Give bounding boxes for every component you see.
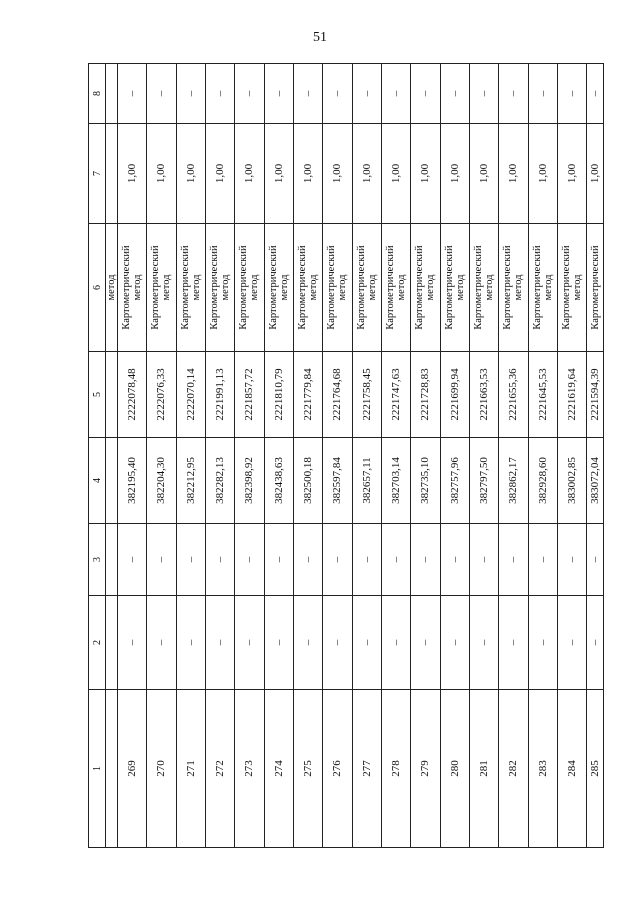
coordinate-y: 2221991,13: [205, 352, 234, 438]
accuracy-value: 1,00: [528, 124, 557, 224]
table-row: [587, 64, 604, 848]
method-cell: [264, 224, 293, 352]
method-text: Картометрический: [414, 245, 426, 330]
point-number: 273: [235, 690, 264, 848]
point-number: 282: [499, 690, 528, 848]
cell-col8: –: [381, 64, 410, 124]
column-header-1: 1: [89, 690, 106, 848]
cell-col3: –: [587, 524, 604, 596]
cell-col3: –: [235, 524, 264, 596]
coordinates-table: [88, 63, 604, 848]
coordinate-x: 382703,14: [381, 438, 410, 524]
continuation-row: [106, 64, 118, 848]
coordinate-x: 382757,96: [440, 438, 469, 524]
coordinate-y: 2221594,39: [587, 352, 604, 438]
cell-col2: –: [235, 596, 264, 690]
point-number: 270: [147, 690, 176, 848]
accuracy-value: 1,00: [235, 124, 264, 224]
point-number: 277: [352, 690, 381, 848]
cell-col8: –: [147, 64, 176, 124]
method-cell: [293, 224, 322, 352]
method-text: метод: [249, 274, 261, 301]
method-text: метод: [132, 274, 144, 301]
method-text: метод: [366, 274, 378, 301]
point-number: 279: [411, 690, 440, 848]
method-text: Картометрический: [561, 245, 573, 330]
cell-col3: –: [499, 524, 528, 596]
method-text: Картометрический: [267, 245, 279, 330]
point-number: 281: [469, 690, 498, 848]
method-cell: [352, 224, 381, 352]
method-text: метод: [161, 274, 173, 301]
coordinate-y: 2221728,83: [411, 352, 440, 438]
cell-col8: –: [352, 64, 381, 124]
point-number: 269: [118, 690, 147, 848]
method-text: Картометрический: [297, 245, 309, 330]
method-text: метод: [396, 274, 408, 301]
column-numbers-row: [89, 64, 106, 848]
cell-col3: –: [352, 524, 381, 596]
table-row: [411, 64, 440, 848]
method-cell: [469, 224, 498, 352]
point-number: 271: [176, 690, 205, 848]
table-header: [89, 64, 118, 848]
table-row: [381, 64, 410, 848]
table-row: [205, 64, 234, 848]
method-cell: [118, 224, 147, 352]
cell-col2: –: [293, 596, 322, 690]
method-text: Картометрический: [473, 245, 485, 330]
cell-col2: –: [205, 596, 234, 690]
method-text: метод: [308, 274, 320, 301]
accuracy-value: 1,00: [499, 124, 528, 224]
cell-col3: –: [528, 524, 557, 596]
coordinate-y: 2221619,64: [557, 352, 586, 438]
coordinate-x: 382398,92: [235, 438, 264, 524]
cell-col3: –: [293, 524, 322, 596]
cell-col3: –: [440, 524, 469, 596]
cell-col3: –: [557, 524, 586, 596]
method-text: Картометрический: [355, 245, 367, 330]
cell-col2: –: [264, 596, 293, 690]
coordinate-x: 382657,11: [352, 438, 381, 524]
method-text: метод: [542, 274, 554, 301]
method-cell: [557, 224, 586, 352]
accuracy-value: 1,00: [440, 124, 469, 224]
cell-col3: –: [411, 524, 440, 596]
accuracy-value: 1,00: [352, 124, 381, 224]
point-number: 278: [381, 690, 410, 848]
coordinate-x: 382282,13: [205, 438, 234, 524]
coordinate-y: 2221764,68: [323, 352, 352, 438]
table-row: [147, 64, 176, 848]
table-row: [528, 64, 557, 848]
method-cell: [381, 224, 410, 352]
cell-col2: –: [587, 596, 604, 690]
table-row: [352, 64, 381, 848]
column-header-2: 2: [89, 596, 106, 690]
cell-col8: –: [411, 64, 440, 124]
coordinate-x: 383072,04: [587, 438, 604, 524]
method-text: Картометрический: [385, 245, 397, 330]
cell-col8: –: [205, 64, 234, 124]
cell-col2: –: [118, 596, 147, 690]
coordinate-y: 2221699,94: [440, 352, 469, 438]
cell-col2: –: [352, 596, 381, 690]
coordinate-y: 2221779,84: [293, 352, 322, 438]
method-cell: [587, 224, 604, 352]
accuracy-value: 1,00: [587, 124, 604, 224]
method-text: метод: [337, 274, 349, 301]
method-text: Картометрический: [179, 245, 191, 330]
method-text: метод: [572, 274, 584, 301]
method-cell: [235, 224, 264, 352]
coordinate-x: 382438,63: [264, 438, 293, 524]
point-number: 275: [293, 690, 322, 848]
method-cell: [323, 224, 352, 352]
cell-col2: –: [176, 596, 205, 690]
point-number: 285: [587, 690, 604, 848]
page-number: 51: [313, 30, 327, 45]
accuracy-value: 1,00: [205, 124, 234, 224]
coordinate-y: 2221645,53: [528, 352, 557, 438]
method-cell: [205, 224, 234, 352]
column-header-4: 4: [89, 438, 106, 524]
cell-col2: –: [147, 596, 176, 690]
method-cell: [176, 224, 205, 352]
method-text: Картометрический: [238, 245, 250, 330]
cell-col2: –: [557, 596, 586, 690]
cell-col2: –: [499, 596, 528, 690]
cell-col3: –: [176, 524, 205, 596]
coordinate-y: 2222078,48: [118, 352, 147, 438]
accuracy-value: 1,00: [264, 124, 293, 224]
table-row: [118, 64, 147, 848]
table-row: [499, 64, 528, 848]
cell-col3: –: [381, 524, 410, 596]
table-row: [440, 64, 469, 848]
coordinate-y: 2221857,72: [235, 352, 264, 438]
method-cell: [440, 224, 469, 352]
coordinate-x: 382204,30: [147, 438, 176, 524]
method-cell: [499, 224, 528, 352]
cell-col2: –: [528, 596, 557, 690]
method-cell: [528, 224, 557, 352]
method-text: метод: [454, 274, 466, 301]
rotated-table-container: [88, 64, 604, 848]
cell-col8: –: [293, 64, 322, 124]
cell-col3: –: [147, 524, 176, 596]
cell-col2: –: [381, 596, 410, 690]
column-header-7: 7: [89, 124, 106, 224]
point-number: 276: [323, 690, 352, 848]
coordinate-x: 382928,60: [528, 438, 557, 524]
point-number: 283: [528, 690, 557, 848]
method-text: Картометрический: [443, 245, 455, 330]
method-text: Картометрический: [589, 245, 601, 330]
point-number: 280: [440, 690, 469, 848]
method-cell: [147, 224, 176, 352]
point-number: 284: [557, 690, 586, 848]
cell-col2: –: [411, 596, 440, 690]
coordinate-x: 382212,95: [176, 438, 205, 524]
cell-col8: –: [557, 64, 586, 124]
method-continuation: метод: [106, 224, 118, 352]
accuracy-value: 1,00: [381, 124, 410, 224]
table-row: [557, 64, 586, 848]
coordinate-y: 2221810,79: [264, 352, 293, 438]
coordinate-x: 383002,85: [557, 438, 586, 524]
column-header-6: 6: [89, 224, 106, 352]
cell-col8: –: [264, 64, 293, 124]
cell-col3: –: [264, 524, 293, 596]
cell-col8: –: [235, 64, 264, 124]
accuracy-value: 1,00: [557, 124, 586, 224]
accuracy-value: 1,00: [118, 124, 147, 224]
method-text: метод: [220, 274, 232, 301]
cell-col3: –: [469, 524, 498, 596]
coordinate-y: 2221758,45: [352, 352, 381, 438]
method-text: метод: [278, 274, 290, 301]
method-text: метод: [425, 274, 437, 301]
table-row: [469, 64, 498, 848]
cell-col3: –: [323, 524, 352, 596]
coordinate-x: 382195,40: [118, 438, 147, 524]
accuracy-value: 1,00: [293, 124, 322, 224]
point-number: 274: [264, 690, 293, 848]
coordinate-y: 2221655,36: [499, 352, 528, 438]
method-text: Картометрический: [326, 245, 338, 330]
method-text: Картометрический: [531, 245, 543, 330]
method-text: Картометрический: [150, 245, 162, 330]
table-row: [235, 64, 264, 848]
accuracy-value: 1,00: [147, 124, 176, 224]
coordinate-x: 382500,18: [293, 438, 322, 524]
accuracy-value: 1,00: [176, 124, 205, 224]
cell-col3: –: [118, 524, 147, 596]
cell-col8: –: [323, 64, 352, 124]
method-text: метод: [513, 274, 525, 301]
coordinate-y: 2221747,63: [381, 352, 410, 438]
column-header-5: 5: [89, 352, 106, 438]
column-header-8: 8: [89, 64, 106, 124]
coordinate-x: 382797,50: [469, 438, 498, 524]
cell-col8: –: [528, 64, 557, 124]
cell-col8: –: [176, 64, 205, 124]
table-row: [293, 64, 322, 848]
coordinate-y: 2222076,33: [147, 352, 176, 438]
column-header-3: 3: [89, 524, 106, 596]
cell-col8: –: [587, 64, 604, 124]
accuracy-value: 1,00: [469, 124, 498, 224]
cell-col8: –: [469, 64, 498, 124]
cell-col8: –: [118, 64, 147, 124]
coordinate-x: 382735,10: [411, 438, 440, 524]
point-number: 272: [205, 690, 234, 848]
table-row: [176, 64, 205, 848]
method-text: Картометрический: [502, 245, 514, 330]
table-row: [264, 64, 293, 848]
coordinate-x: 382862,17: [499, 438, 528, 524]
method-text: метод: [190, 274, 202, 301]
method-cell: [411, 224, 440, 352]
coordinate-y: 2222070,14: [176, 352, 205, 438]
cell-col2: –: [323, 596, 352, 690]
cell-col3: –: [205, 524, 234, 596]
coordinate-y: 2221663,53: [469, 352, 498, 438]
cell-col2: –: [469, 596, 498, 690]
accuracy-value: 1,00: [411, 124, 440, 224]
method-text: Картометрический: [121, 245, 133, 330]
method-text: метод: [484, 274, 496, 301]
accuracy-value: 1,00: [323, 124, 352, 224]
cell-col8: –: [499, 64, 528, 124]
cell-col2: –: [440, 596, 469, 690]
cell-col8: –: [440, 64, 469, 124]
method-text: Картометрический: [209, 245, 221, 330]
table-row: [323, 64, 352, 848]
coordinate-x: 382597,84: [323, 438, 352, 524]
table-body: [118, 64, 604, 848]
